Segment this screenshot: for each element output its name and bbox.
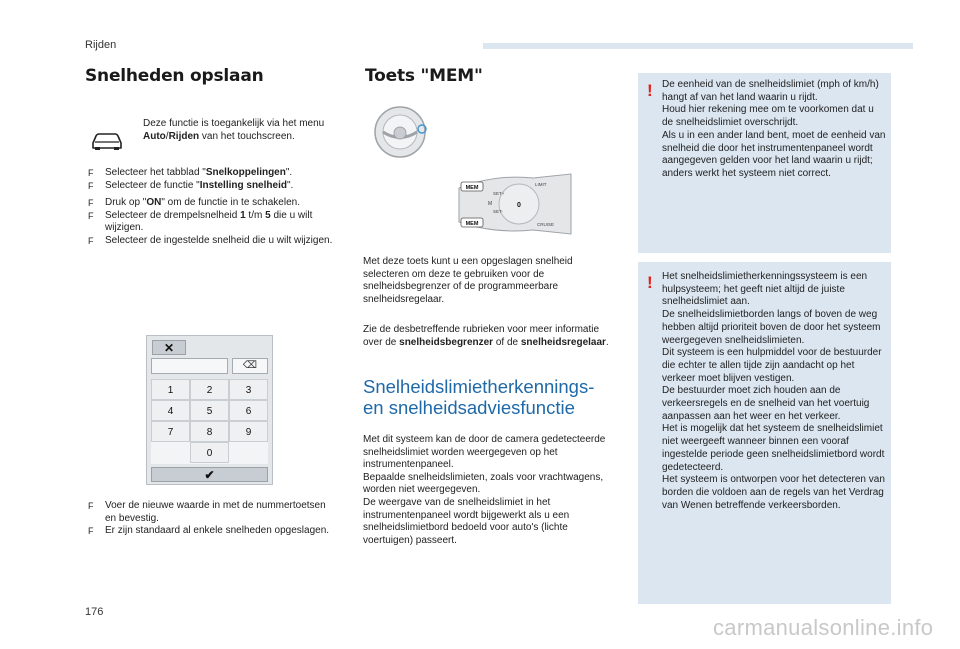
key-0: 0 <box>190 442 229 463</box>
list-item: F Selecteer de functie "Instelling snelheid". <box>88 179 294 191</box>
steps-list-a <box>88 167 338 248</box>
speed-value-field <box>151 358 228 374</box>
section-title-snelheden-opslaan: Snelheden opslaan <box>85 66 264 86</box>
list-item: F Selecteer het tabblad "Snelkoppelingen". <box>88 167 293 178</box>
list-item: F Voer de nieuwe waarde in met de nummertoetsen en bevestig. <box>88 500 326 524</box>
mem-paragraph-2: Zie de desbetreffende rubrieken voor meer informatie over de snelheidsbegrenzer of de snelheidsregelaar. <box>363 324 609 348</box>
key-1: 1 <box>151 379 190 400</box>
steering-wheel-icon <box>366 103 434 161</box>
cruise-control-stalk-icon <box>455 168 575 240</box>
zero-label: 0 <box>517 202 521 209</box>
bullet-icon: F <box>88 501 94 511</box>
number-grid <box>151 379 268 464</box>
set-plus-label: SET+ <box>493 191 505 196</box>
set-minus-label: SET- <box>493 209 504 214</box>
warning-note-system <box>638 262 891 604</box>
intro-text: Deze functie is toegankelijk via het menu Auto/Rijden van het touchscreen. <box>143 118 325 142</box>
note-text: Het snelheidslimietherkenningssysteem is een hulpsysteem; het geeft niet altijd de juiste snelheidslimiet aan. De snelheidslimietborden langs of boven de weg hebben altijd prioriteit boven de door het systeem weergegeven snelheidslimieten. Dit systeem is een hulpmiddel voor de bestuurder die echter te allen tijde zijn aandacht op het verkeer moet blijven vestigen. De bestuurder moet zich houden aan de verkeersregels en de snelheid van het voertuig aanpassen aan het weer en het verkeer. Het is mogelijk dat het systeem de snelheidslimiet niet weergeeft wanneer binnen een vooraf ingestelde periode geen snelheidslimietbord wordt gedetecteerd. Het systeem is ontworpen voor het detecteren van borden die voldoen aan de regels van het Verdrag van Wenen betreffende verkeersborden. <box>662 271 885 511</box>
keypad-illustration <box>146 335 273 485</box>
m-label: M <box>488 201 493 207</box>
subsection-title: Snelheidslimietherkennings- en snelheidsadviesfunctie <box>363 376 595 418</box>
key-8: 8 <box>190 421 229 442</box>
close-icon: ✕ <box>152 340 186 355</box>
bullet-icon: F <box>88 235 94 246</box>
key-4: 4 <box>151 400 190 421</box>
note-text: De eenheid van de snelheidslimiet (mph of km/h) hangt af van het land waarin u rijdt. Houd hier rekening mee om te voorkomen dat u de snelheidslimiet overschrijdt. Als u in een ander land bent, moet de eenheid van snelheid die door het instrumentenpaneel wordt aangegeven gelden voor het land waarin u rijdt; anders werkt het systeem niet correct. <box>662 79 886 179</box>
key-3: 3 <box>229 379 268 400</box>
limit-label: LIMIT <box>535 182 547 187</box>
watermark: carmanualsonline.info <box>713 615 934 640</box>
mem-label-bottom: MEM <box>465 221 479 227</box>
recognition-paragraph: Met dit systeem kan de door de camera gedetecteerde snelheidslimiet worden weergegeven op het instrumentenpaneel. Bepaalde snelheidslimieten, zoals voor vrachtwagens, worden niet weergegeven. De weergave van de snelheidslimiet in het instrumentenpaneel wordt bijgewerkt als u een snelheidslimietbord bedoeld voor auto's (lichte voertuigen) passeert. <box>363 434 606 546</box>
list-item: F Druk op "ON" om de functie in te schakelen. <box>88 197 300 209</box>
key-5: 5 <box>190 400 229 421</box>
confirm-icon: ✔ <box>151 467 268 482</box>
key-9: 9 <box>229 421 268 442</box>
steps-list-c <box>88 500 338 538</box>
page-number: 176 <box>85 606 104 618</box>
list-item: F Selecteer de drempelsnelheid 1 t/m 5 die u wilt wijzigen. <box>88 209 313 234</box>
backspace-icon: ⌫ <box>232 358 268 374</box>
warning-icon: ! <box>647 273 653 292</box>
car-icon <box>90 130 124 152</box>
bullet-icon: F <box>88 526 94 537</box>
mem-paragraph-1: Met deze toets kunt u een opgeslagen snelheid selecteren om deze te gebruiken voor de snelheidsbegrenzer of de programmeerbare snelheidsregelaar. <box>363 256 573 305</box>
warning-icon: ! <box>647 81 653 100</box>
bullet-icon: F <box>88 168 94 178</box>
warning-note-units <box>638 73 891 253</box>
running-head: Rijden <box>85 39 117 51</box>
bullet-icon: F <box>88 180 94 191</box>
mem-label-top: MEM <box>465 185 479 191</box>
list-item: F Er zijn standaard al enkele snelheden opgeslagen. <box>88 525 330 537</box>
key-2: 2 <box>190 379 229 400</box>
bullet-icon: F <box>88 198 94 209</box>
bullet-icon: F <box>88 210 94 221</box>
cruise-label: CRUISE <box>537 222 555 227</box>
list-item: F Selecteer de ingestelde snelheid die u wilt wijzigen. <box>88 234 333 246</box>
key-7: 7 <box>151 421 190 442</box>
section-title-toets-mem: Toets "MEM" <box>365 66 483 86</box>
header-bar <box>483 43 913 49</box>
key-6: 6 <box>229 400 268 421</box>
